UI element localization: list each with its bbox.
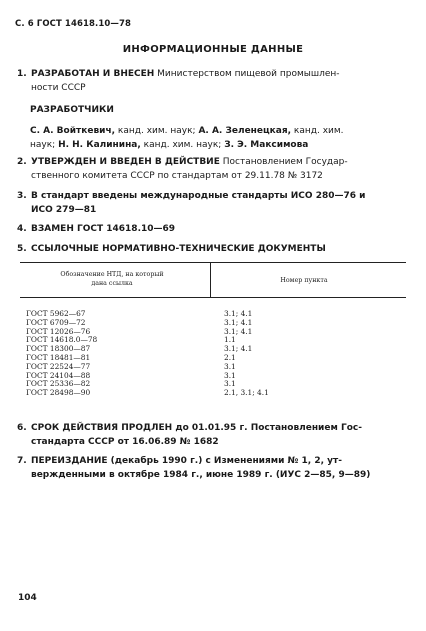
table-body bbox=[20, 310, 406, 398]
column-divider bbox=[210, 263, 211, 297]
running-header: С. 6 ГОСТ 14618.10—78 bbox=[15, 19, 131, 29]
clause-cell: 2.1, 3.1; 4.1 bbox=[224, 388, 269, 398]
document-cell: ГОСТ 24104—88 bbox=[26, 370, 91, 380]
item-4 bbox=[17, 222, 403, 236]
item-2 bbox=[17, 155, 403, 183]
clause-cell: 3.1; 4.1 bbox=[224, 309, 253, 318]
clause-cell: 3.1; 4.1 bbox=[224, 326, 253, 336]
document-cell: ГОСТ 28498—90 bbox=[26, 388, 91, 398]
clause-cell: 3.1 bbox=[224, 379, 236, 389]
document-cell: ГОСТ 5962—67 bbox=[26, 309, 86, 318]
developer-name: С. А. Войткевич, bbox=[30, 126, 116, 136]
item-3 bbox=[17, 189, 403, 217]
developer-name: З. Э. Максимова bbox=[224, 140, 309, 150]
item-text-continued: стандарта СССР от 16.06.89 № 1682 bbox=[31, 437, 219, 447]
page-title: ИНФОРМАЦИОННЫЕ ДАННЫЕ bbox=[122, 44, 304, 55]
developers-heading: РАЗРАБОТЧИКИ bbox=[30, 105, 114, 115]
document-cell: ГОСТ 18300—87 bbox=[26, 344, 91, 354]
item-text: Министерством пищевой промышлен- bbox=[157, 69, 340, 79]
item-number: 6. bbox=[17, 423, 27, 433]
item-text: до 01.01.95 г. Постановлением Гос- bbox=[172, 423, 362, 433]
item-6 bbox=[17, 421, 403, 449]
item-lead: РАЗРАБОТАН И ВНЕСЕН bbox=[31, 69, 155, 79]
item-7 bbox=[17, 454, 403, 482]
item-text: ГОСТ 14618.10—69 bbox=[73, 224, 176, 234]
developer-name: Н. Н. Калинина, bbox=[58, 140, 141, 150]
item-text: В стандарт введены международные стандарты ИСО 280—76 и bbox=[31, 191, 366, 201]
reference-table bbox=[20, 262, 406, 398]
item-text: (декабрь 1990 г.) с Изменениями № 1, 2, ут- bbox=[107, 456, 342, 466]
item-5 bbox=[17, 242, 403, 256]
document-cell: ГОСТ 6709—72 bbox=[26, 317, 86, 327]
item-lead: ССЫЛОЧНЫЕ НОРМАТИВНО-ТЕХНИЧЕСКИЕ ДОКУМЕНТЫ bbox=[31, 244, 326, 254]
document-cell: ГОСТ 22524—77 bbox=[26, 361, 91, 371]
item-number: 7. bbox=[17, 456, 27, 466]
clause-cell: 3.1; 4.1 bbox=[224, 317, 253, 327]
clause-cell: 3.1; 4.1 bbox=[224, 344, 253, 354]
item-lead: ВЗАМЕН bbox=[31, 224, 74, 234]
page-number: 104 bbox=[18, 593, 37, 603]
item-number: 2. bbox=[17, 157, 27, 167]
clause-cell: 3.1 bbox=[224, 361, 236, 371]
clause-cell: 3.1 bbox=[224, 370, 236, 380]
item-1 bbox=[17, 67, 403, 95]
table-header bbox=[20, 262, 406, 298]
item-text-continued: ности СССР bbox=[31, 83, 86, 93]
developer-name: А. А. Зеленецкая, bbox=[198, 126, 292, 136]
column-header-text: дана ссылка bbox=[91, 280, 133, 287]
document-cell: ГОСТ 18481—81 bbox=[26, 352, 91, 362]
item-number: 1. bbox=[17, 69, 27, 79]
item-text-continued: вержденными в октябре 1984 г., июне 1989 г. (ИУС 2—85, 9—89) bbox=[31, 470, 371, 480]
item-lead: СРОК ДЕЙСТВИЯ ПРОДЛЕН bbox=[31, 423, 173, 433]
developers-list bbox=[30, 124, 400, 152]
clause-cell: 1.1 bbox=[224, 335, 236, 345]
document-cell: ГОСТ 14618.0—78 bbox=[26, 335, 98, 345]
item-number: 5. bbox=[17, 244, 27, 254]
developer-degree: наук; bbox=[30, 140, 59, 150]
item-number: 3. bbox=[17, 191, 27, 201]
column-header-clause: Номер пункта bbox=[280, 277, 328, 284]
clause-cell: 2.1 bbox=[224, 352, 236, 362]
item-text-continued: ИСО 279—81 bbox=[31, 205, 97, 215]
column-header-document bbox=[20, 270, 204, 288]
developer-degree: канд. хим. bbox=[291, 126, 344, 136]
item-lead: ПЕРЕИЗДАНИЕ bbox=[31, 456, 108, 466]
developer-degree: канд. хим. наук; bbox=[140, 140, 225, 150]
column-header-text: Обозначение НТД, на который bbox=[60, 271, 164, 278]
item-number: 4. bbox=[17, 224, 27, 234]
developer-degree: канд. хим. наук; bbox=[115, 126, 199, 136]
document-cell: ГОСТ 25336—82 bbox=[26, 379, 91, 389]
item-text-continued: ственного комитета СССР по стандартам от 29.11.78 № 3172 bbox=[31, 171, 323, 181]
document-cell: ГОСТ 12026—76 bbox=[26, 326, 91, 336]
item-lead: УТВЕРЖДЕН И ВВЕДЕН В ДЕЙСТВИЕ bbox=[31, 157, 220, 167]
item-text: Постановлением Государ- bbox=[219, 157, 348, 167]
table-row bbox=[20, 389, 406, 398]
